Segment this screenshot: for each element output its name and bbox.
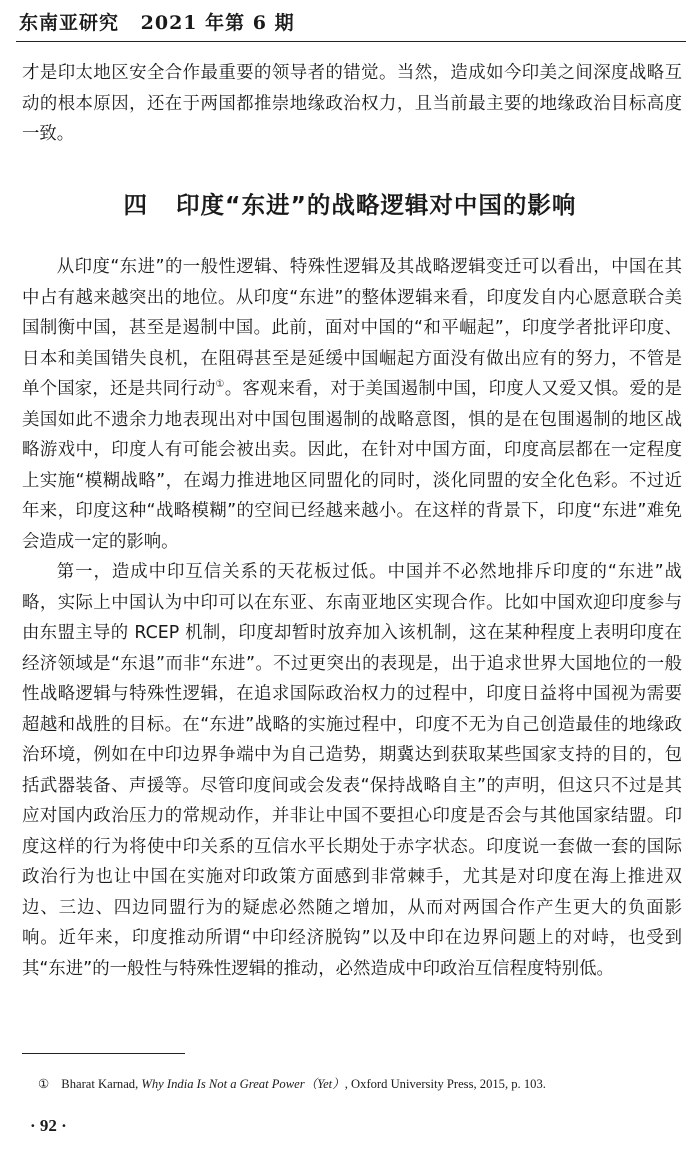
intro-text [22, 58, 682, 150]
header-rule [16, 41, 686, 42]
body-paragraph-1 [22, 252, 682, 557]
journal-name: 东南亚研究 [19, 12, 120, 34]
body-paragraph-2: 第一，造成中印互信关系的天花板过低。中国并不必然地排斥印度的“东进”战略，实际上中国认为中印可以在东亚、东南亚地区实现合作。比如中国欢迎印度参与由东盟主导的 RCEP 机制，印度却暂时放弃加入该机制，这在某种程度上表明印度在经济领域是“东退”而非“东进”。不过更突出的表现是，出于追求世界大国地位的一般性战略逻辑与特殊性逻辑，在追求国际政治权力的过程中，印度日益将中国视为需要超越和战胜的目标。在“东进”战略的实施过程中，印度不无为自己创造最佳的地缘政治环境，例如在中印边界争端中为自己造势，期冀达到获取某些国家支持的目的，包括武器装备、声援等。尽管印度间或会发表“保持战略自主”的声明，但这只不过是其应对国内政治压力的常规动作，并非让中国不要担心印度是否会与其他国家结盟。印度这样的行为将使中印关系的互信水平长期处于赤字状态。印度说一套做一套的国际政治行为也让中国在实施对印政策方面感到非常棘手，尤其是对印度在海上推进双边、三边、四边同盟行为的疑虑必然随之增加，从而对两国合作产生更大的负面影响。近年来，印度推动所谓“中印经济脱钩”以及中印在边界问题上的对峙，也受到其“东进”的一般性与特殊性逻辑的推动，必然造成中印政治互信程度特别低。 [22, 562, 682, 979]
footnote-publisher: , Oxford University Press, 2015, p. 103. [344, 1077, 546, 1091]
body-text [22, 252, 682, 984]
intro-paragraph: 才是印太地区安全合作最重要的领导者的错觉。当然，造成如今印美之间深度战略互动的根本原因，还在于两国都推崇地缘政治权力，且当前最主要的地缘政治目标高度一致。 [22, 63, 682, 144]
footnote-title: Why India Is Not a Great Power（Yet） [141, 1077, 345, 1091]
section-title: 印度“东进”的战略逻辑对中国的影响 [176, 191, 577, 219]
footnote [38, 1073, 682, 1092]
page-number: · 92 · [30, 1116, 67, 1135]
footnote-author: Bharat Karnad, [61, 1077, 139, 1091]
footnote-rule [22, 1053, 185, 1054]
footnote-mark: ① [38, 1077, 50, 1091]
paragraph-1-text-b: 。客观来看，对于美国遏制中国，印度人又爱又惧。爱的是美国如此不遗余力地表现出对中国包围遏制的战略意图，惧的是在包围遏制的地区战略游戏中，印度人有可能会被出卖。因此，在针对中国方面，印度高层都在一定程度上实施“模糊战略”，在竭力推进地区同盟化的同时，淡化同盟的安全化色彩。不过近年来，印度这种“战略模糊”的空间已经越来越小。在这样的背景下，印度“东进”难免会造成一定的影响。 [22, 379, 682, 552]
paragraph-1-text-a: 从印度“东进”的一般性逻辑、特殊性逻辑及其战略逻辑变迁可以看出，中国在其中占有越来越突出的地位。从印度“东进”的整体逻辑来看，印度发自内心愿意联合美国制衡中国，甚至是遏制中国。此前，面对中国的“和平崛起”，印度学者批评印度、日本和美国错失良机，在阻碍甚至是延缓中国崛起方面没有做出应有的努力，不管是单个国家，还是共同行动 [22, 257, 682, 399]
running-head [19, 8, 295, 35]
footnote-reference[interactable]: ① [215, 379, 225, 391]
issue-label: 2021 年第 6 期 [140, 12, 295, 34]
section-number: 四 [123, 191, 149, 219]
section-heading [0, 186, 700, 220]
